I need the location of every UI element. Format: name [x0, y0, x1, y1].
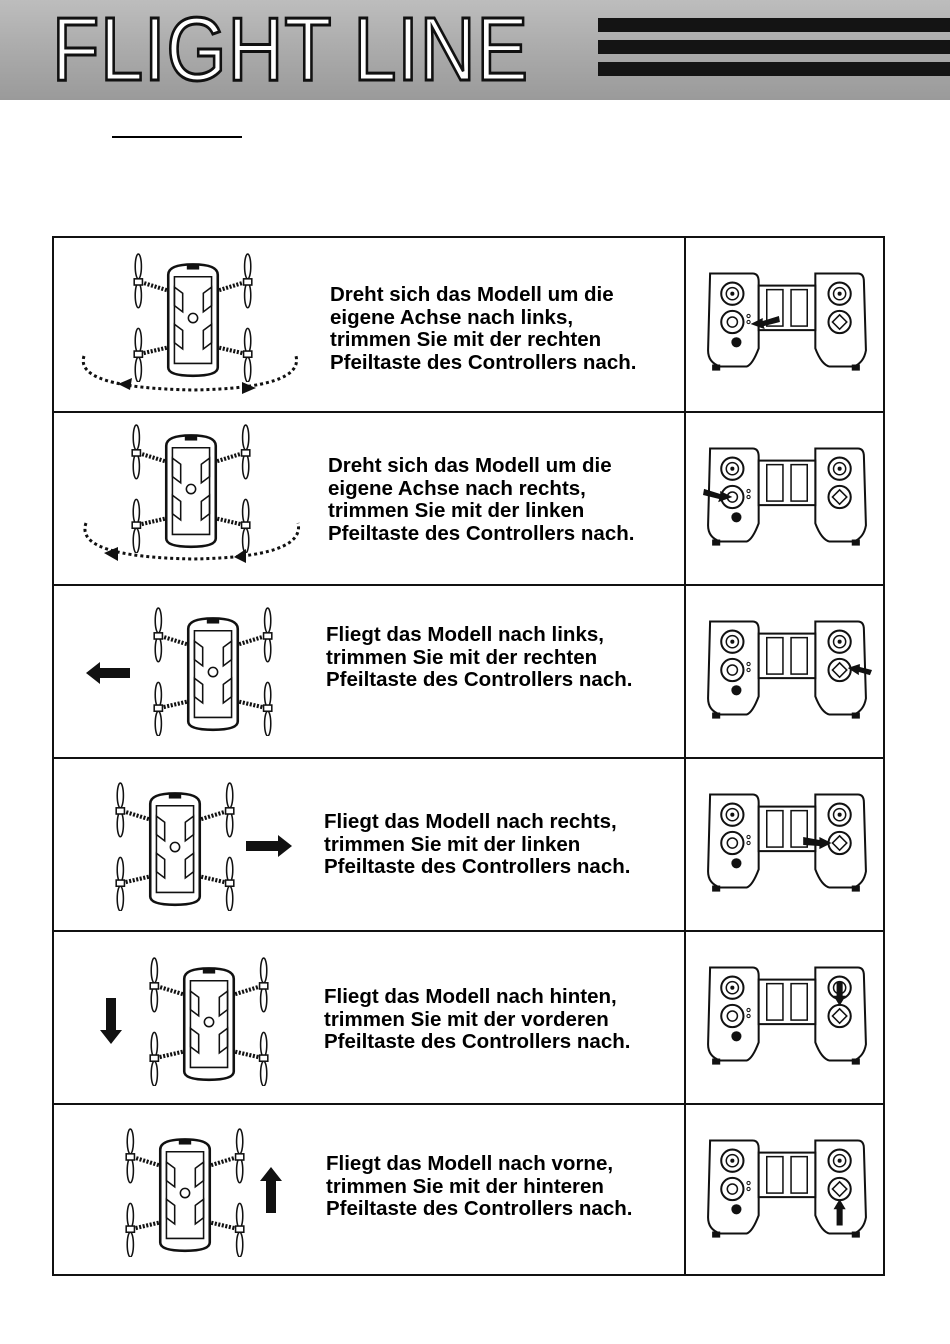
instruction-text: Fliegt das Modell nach vorne, trimmen Sie mit der hinteren Pfeiltaste des Controllers nach. [326, 1152, 633, 1220]
header-band [0, 0, 950, 100]
stripe [598, 62, 950, 76]
instruction-text: Fliegt das Modell nach rechts, trimmen Sie mit der linken Pfeiltaste des Controllers nach. [324, 810, 631, 878]
instruction-text: Dreht sich das Modell um die eigene Achse nach rechts, trimmen Sie mit der linken Pfeiltaste des Controllers nach. [328, 454, 635, 545]
arrow-right-icon [246, 835, 292, 857]
column-divider [684, 932, 686, 1103]
drone-icon [148, 606, 278, 736]
controller-icon [702, 264, 872, 376]
drone-icon [110, 781, 240, 911]
controller-icon [702, 612, 872, 724]
instruction-text: Fliegt das Modell nach hinten, trimmen Sie mit der vorderen Pfeiltaste des Controllers nach. [324, 985, 631, 1053]
rotate-left-arrow-icon [74, 338, 314, 398]
section-underline [112, 136, 242, 138]
guide-row [54, 757, 883, 930]
trim-guide-table [52, 236, 885, 1276]
column-divider [684, 413, 686, 584]
guide-row [54, 1103, 883, 1274]
instruction-text: Dreht sich das Modell um die eigene Achse nach links, trimmen Sie mit der rechten Pfeiltaste des Controllers nach. [330, 283, 637, 374]
stripe [598, 40, 950, 54]
rotate-right-arrow-icon [74, 509, 314, 569]
column-divider [684, 238, 686, 411]
controller-icon [702, 439, 872, 551]
controller-icon [702, 1131, 872, 1243]
guide-row [54, 411, 883, 584]
guide-row [54, 930, 883, 1103]
guide-row [54, 584, 883, 757]
arrow-up-icon [260, 1167, 282, 1213]
header-stripes [598, 18, 950, 96]
drone-icon [120, 1127, 250, 1257]
arrow-left-icon [86, 662, 132, 684]
column-divider [684, 759, 686, 930]
stripe [598, 18, 950, 32]
controller-icon [702, 958, 872, 1070]
drone-icon [144, 956, 274, 1086]
column-divider [684, 586, 686, 757]
brand-logo: FLIGHT LINE [52, 0, 529, 100]
guide-row [54, 238, 883, 411]
instruction-text: Fliegt das Modell nach links, trimmen Sie mit der rechten Pfeiltaste des Controllers nach. [326, 623, 633, 691]
column-divider [684, 1105, 686, 1274]
controller-icon [702, 785, 872, 897]
arrow-down-icon [100, 998, 122, 1044]
